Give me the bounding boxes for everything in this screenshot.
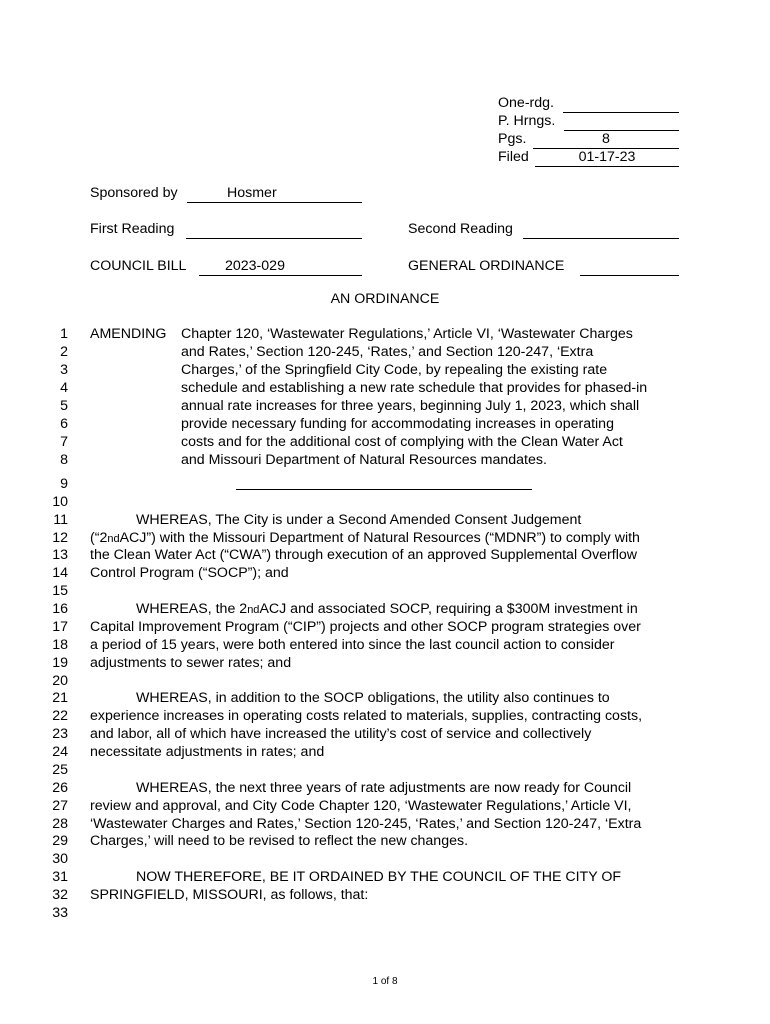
first-reading-label: First Reading	[90, 221, 175, 237]
line-number: 32	[52, 887, 68, 903]
amending-line: and Missouri Department of Natural Resources mandates.	[181, 452, 547, 468]
amending-line: costs and for the additional cost of complying with the Clean Water Act	[181, 434, 623, 450]
ordinal-suffix: nd	[247, 604, 260, 616]
paragraph-line: Capital Improvement Program (“CIP”) projects and other SOCP program strategies over	[90, 619, 641, 635]
line-number: 1	[60, 326, 68, 342]
paragraph-text: ACJ”) with the Missouri Department of Natural Resources (“MDNR”) to comply with	[119, 530, 640, 546]
amending-line: Chapter 120, ‘Wastewater Regulations,’ Article VI, ‘Wastewater Charges	[181, 326, 633, 342]
line-number: 28	[52, 816, 68, 832]
paragraph-line: a period of 15 years, were both entered into since the last council action to consider	[90, 637, 615, 653]
paragraph-line: adjustments to sewer rates; and	[90, 655, 292, 671]
first-reading-field	[186, 221, 362, 239]
page-number: 1 of 8	[372, 976, 398, 987]
one-rdg-field	[563, 95, 679, 113]
paragraph-line: Charges,’ will need to be revised to reflect the new changes.	[90, 833, 469, 849]
line-number: 2	[60, 344, 68, 360]
general-ordinance-label: GENERAL ORDINANCE	[408, 258, 565, 274]
paragraph-line: WHEREAS, the next three years of rate adjustments are now ready for Council	[136, 780, 632, 796]
amending-line: and Rates,’ Section 120-245, ‘Rates,’ and Section 120-247, ‘Extra	[181, 344, 594, 360]
line-number: 30	[52, 851, 68, 867]
ordinal-suffix: nd	[107, 533, 120, 545]
filed-field: 01-17-23	[535, 149, 679, 167]
line-number: 13	[52, 547, 68, 563]
line-number: 22	[52, 708, 68, 724]
line-number: 20	[52, 673, 68, 689]
paragraph-line: WHEREAS, in addition to the SOCP obligations, the utility also continues to	[136, 690, 610, 706]
paragraph-prefix: (“2	[90, 530, 108, 546]
line-number: 7	[60, 434, 68, 450]
amending-label: AMENDING	[90, 326, 167, 342]
pgs-field: 8	[533, 131, 679, 149]
second-reading-label: Second Reading	[408, 221, 513, 237]
line-number: 12	[52, 530, 68, 546]
line-number: 29	[52, 833, 68, 849]
paragraph-line: and labor, all of which have increased the utility’s cost of service and collectively	[90, 726, 592, 742]
paragraph-prefix: WHEREAS, the 2	[136, 601, 248, 617]
amending-line: provide necessary funding for accommodating increases in operating	[181, 416, 614, 432]
sponsored-field	[187, 185, 362, 203]
paragraph-line: experience increases in operating costs related to materials, supplies, contracting costs,	[90, 708, 643, 724]
paragraph-line: NOW THEREFORE, BE IT ORDAINED BY THE COUNCIL OF THE CITY OF	[136, 869, 622, 885]
line-number: 18	[52, 637, 68, 653]
line-number: 27	[52, 798, 68, 814]
line-number: 11	[53, 512, 68, 528]
pgs-label: Pgs.	[498, 131, 527, 147]
paragraph-line: the Clean Water Act (“CWA”) through execution of an approved Supplemental Overflow	[90, 547, 638, 563]
line-number: 33	[52, 905, 68, 921]
line-number: 15	[52, 583, 68, 599]
line-number: 19	[52, 655, 68, 671]
p-hrngs-field	[564, 113, 679, 131]
filed-label: Filed	[498, 149, 529, 165]
paragraph-line	[136, 601, 638, 620]
line-number: 23	[52, 726, 68, 742]
amending-line: schedule and establishing a new rate schedule that provides for phased-in	[181, 380, 648, 396]
council-bill-value: 2023-029	[225, 258, 285, 274]
line-number: 5	[60, 398, 68, 414]
line-number: 21	[52, 690, 68, 706]
separator-rule	[236, 489, 532, 490]
line-number: 8	[60, 452, 68, 468]
line-number: 10	[52, 494, 68, 510]
line-number: 24	[52, 744, 68, 760]
second-reading-field	[523, 221, 679, 239]
line-number: 25	[52, 762, 68, 778]
amending-line: annual rate increases for three years, beginning July 1, 2023, which shall	[181, 398, 640, 414]
line-number: 16	[52, 601, 68, 617]
paragraph-line: SPRINGFIELD, MISSOURI, as follows, that:	[90, 887, 369, 903]
sponsored-value: Hosmer	[227, 185, 277, 201]
line-number: 17	[52, 619, 68, 635]
paragraph-text: ACJ and associated SOCP, requiring a $300M investment in	[259, 601, 638, 617]
paragraph-line: Control Program (“SOCP”); and	[90, 565, 289, 581]
one-rdg-label: One-rdg.	[498, 95, 554, 111]
paragraph-line: review and approval, and City Code Chapter 120, ‘Wastewater Regulations,’ Article VI,	[90, 798, 632, 814]
line-number: 31	[52, 869, 68, 885]
line-number: 6	[60, 416, 68, 432]
sponsored-label: Sponsored by	[90, 185, 178, 201]
p-hrngs-label: P. Hrngs.	[498, 113, 556, 129]
line-number: 9	[60, 476, 68, 492]
line-number: 14	[52, 565, 68, 581]
paragraph-line: necessitate adjustments in rates; and	[90, 744, 325, 760]
general-ordinance-field	[580, 258, 679, 276]
paragraph-line: WHEREAS, The City is under a Second Amended Consent Judgement	[136, 512, 582, 528]
paragraph-line: ‘Wastewater Charges and Rates,’ Section 120-245, ‘Rates,’ and Section 120-247, ‘Extra	[90, 816, 642, 832]
line-number: 4	[60, 380, 68, 396]
page-title: AN ORDINANCE	[330, 291, 440, 307]
line-number: 3	[60, 362, 68, 378]
line-number: 26	[52, 780, 68, 796]
amending-line: Charges,’ of the Springfield City Code, by repealing the existing rate	[181, 362, 608, 378]
council-bill-field	[199, 258, 362, 276]
council-bill-label: COUNCIL BILL	[90, 258, 187, 274]
